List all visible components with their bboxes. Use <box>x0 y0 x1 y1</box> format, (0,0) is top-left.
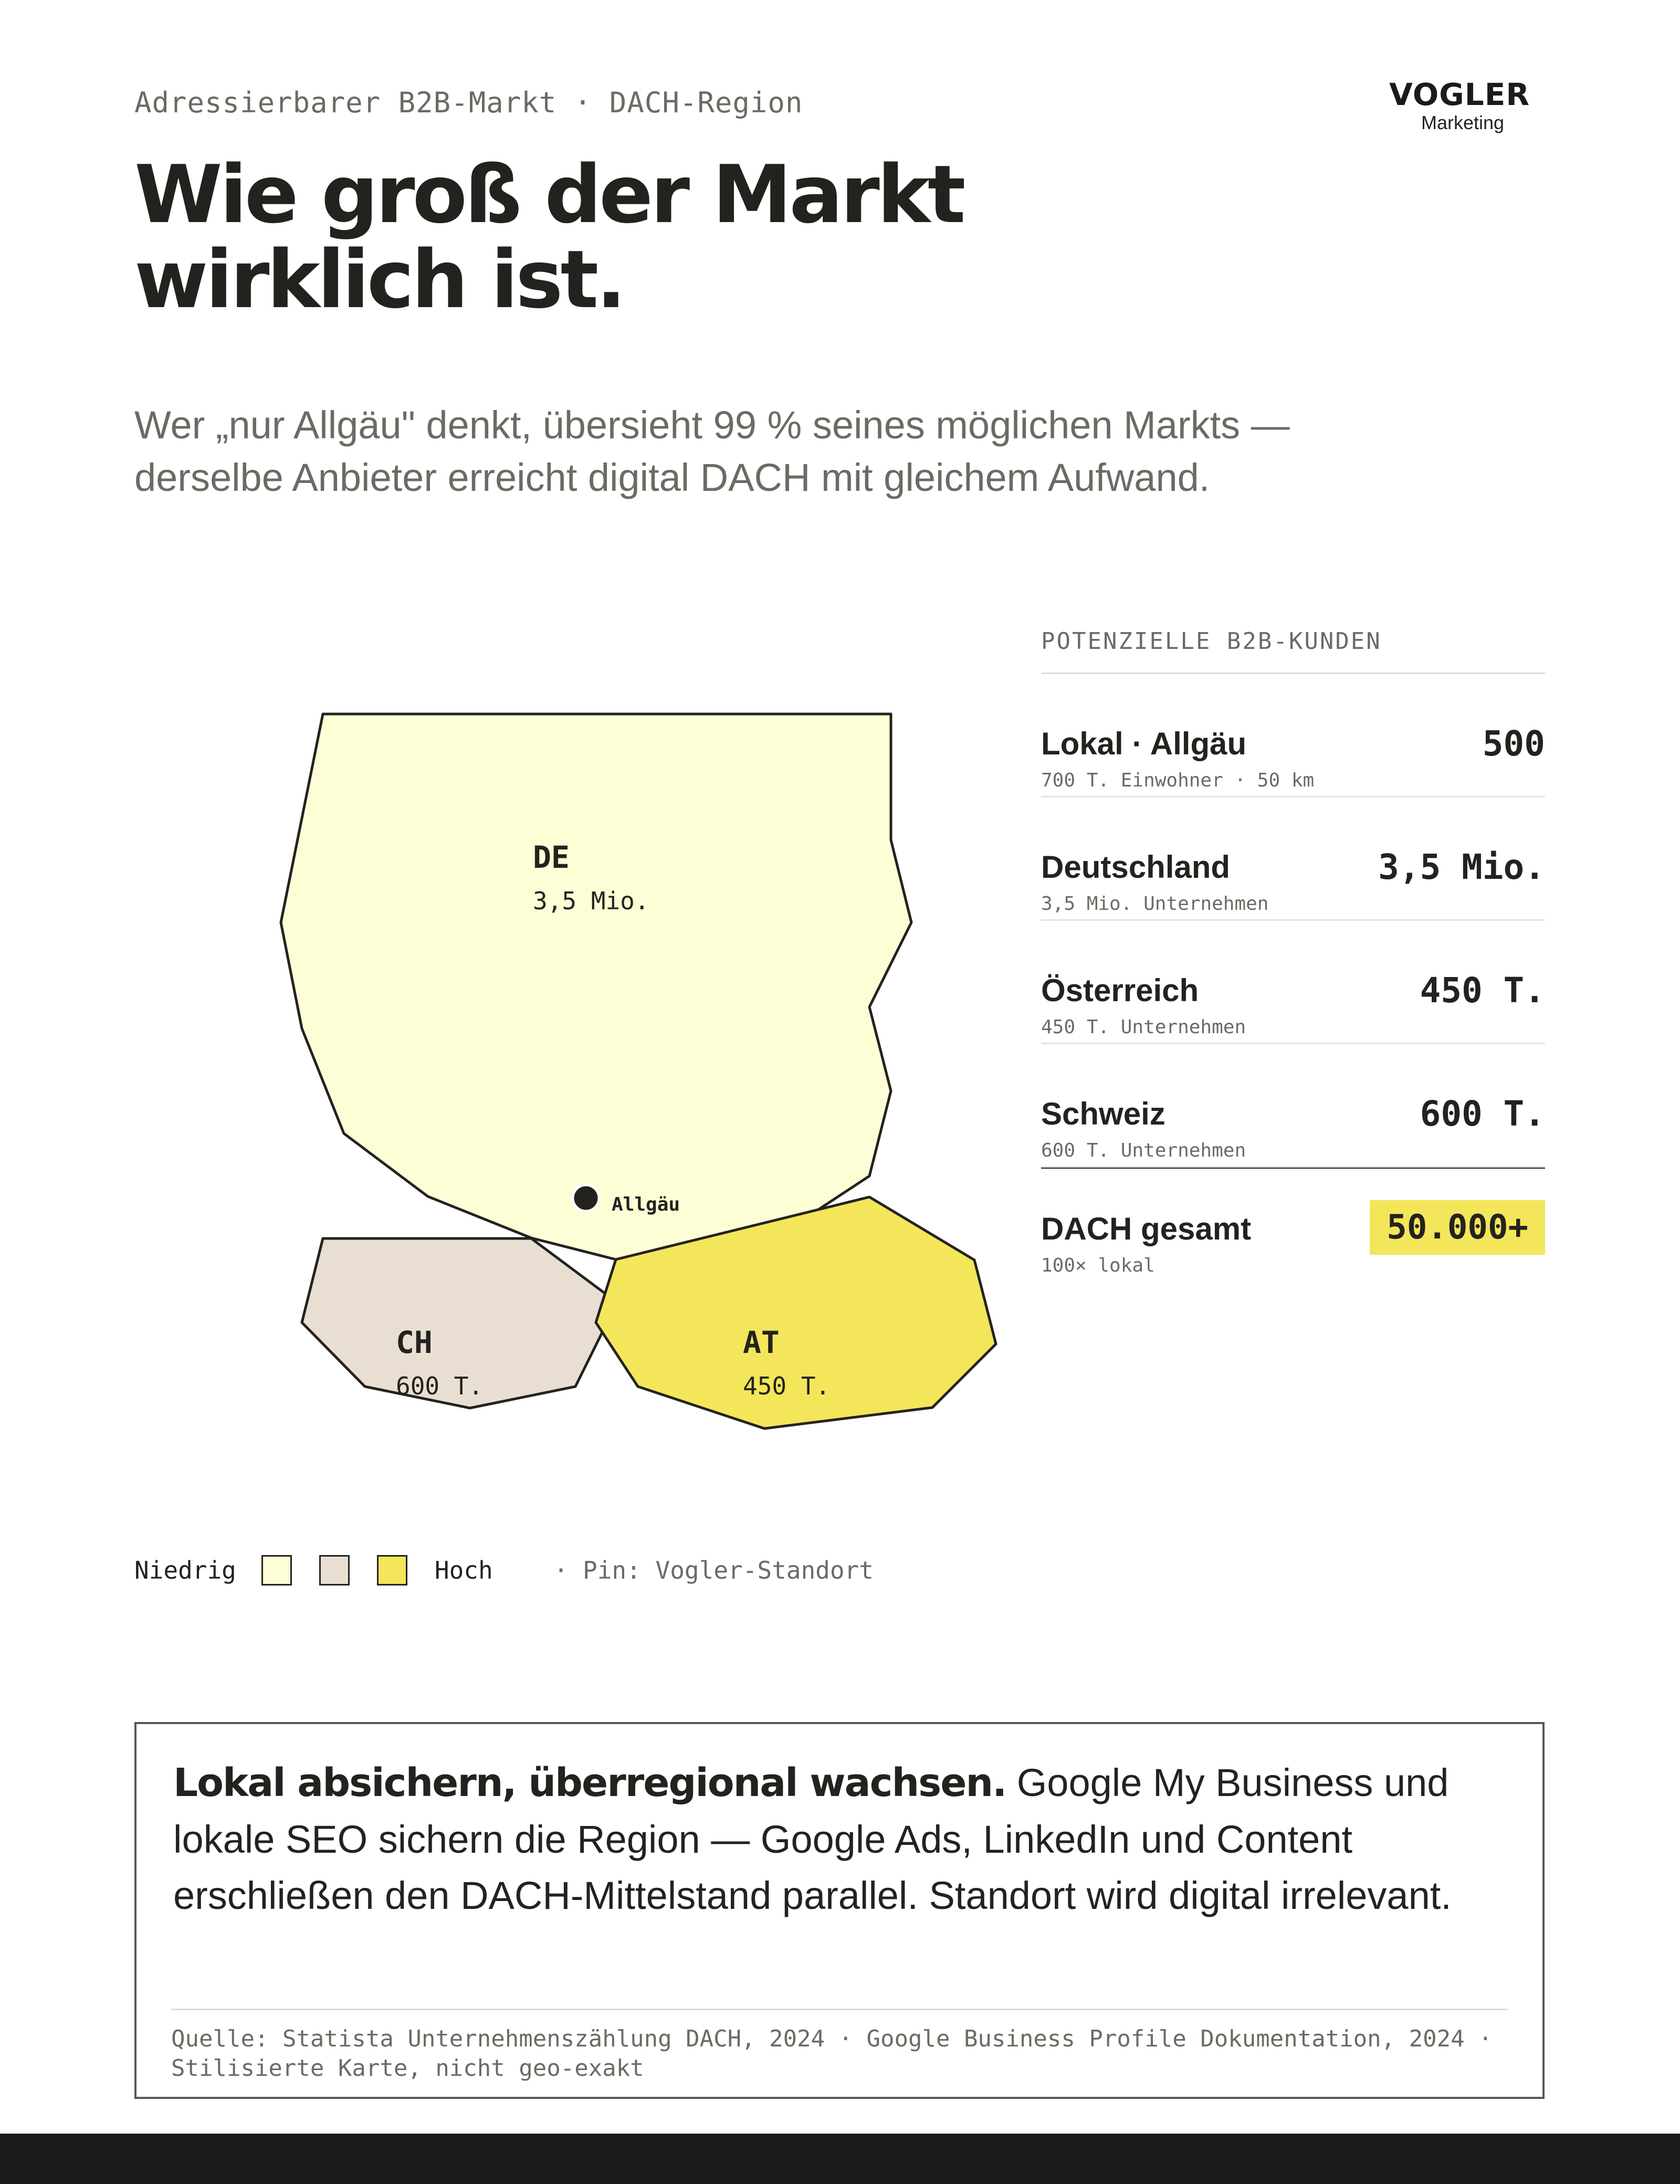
callout-body: Google My Business und lokale SEO sichern die Region — Google Ads, LinkedIn und Content erschließen den DACH-Mittelstand parallel. Standort wird digital irrelevant. <box>173 1761 1452 1917</box>
total-label: DACH gesamt <box>1041 1211 1252 1246</box>
region-value-de: 3,5 Mio. <box>533 887 649 915</box>
legend-swatch-high <box>377 1555 407 1586</box>
callout-divider <box>171 2009 1508 2010</box>
stat-label: Lokal · Allgäu <box>1041 726 1247 761</box>
stat-label: Österreich <box>1041 973 1199 1008</box>
callout-text <box>173 1755 1507 1924</box>
stat-row <box>1041 921 1545 1044</box>
callout-bold: Lokal absichern, überregional wachsen. <box>173 1760 1006 1805</box>
stat-row <box>1041 1044 1545 1168</box>
logo-sub: Marketing <box>1421 112 1505 133</box>
region-de <box>281 714 911 1259</box>
total-value: 50.000+ <box>1370 1200 1545 1255</box>
stat-row <box>1041 674 1545 797</box>
title-line-1: Wie groß der Markt <box>134 148 963 241</box>
stat-note: 600 T. Unternehmen <box>1041 1140 1246 1161</box>
stat-value: 600 T. <box>1420 1094 1545 1134</box>
stat-label: Deutschland <box>1041 849 1231 885</box>
logo-name: VOGLER <box>1389 77 1530 112</box>
stat-value: 450 T. <box>1420 970 1545 1011</box>
legend-swatch-low <box>261 1555 292 1586</box>
legend-low-label: Niedrig <box>134 1556 236 1584</box>
stats-heading: POTENZIELLE B2B-KUNDEN <box>1041 628 1545 674</box>
legend-swatch-mid <box>319 1555 350 1586</box>
vogler-logo <box>1376 78 1544 134</box>
legend-high-label: Hoch <box>434 1556 493 1584</box>
page-title <box>134 148 963 326</box>
stat-label: Schweiz <box>1041 1096 1166 1131</box>
eyebrow: Adressierbarer B2B-Markt · DACH-Region <box>134 86 803 119</box>
footer-bar <box>0 2134 1680 2184</box>
allgaeu-pin-icon <box>573 1185 599 1211</box>
stat-value: 3,5 Mio. <box>1378 847 1545 887</box>
region-value-ch: 600 T. <box>396 1372 484 1400</box>
stat-note: 700 T. Einwohner · 50 km <box>1041 770 1315 791</box>
region-label-ch: CH <box>396 1325 433 1360</box>
dach-map <box>0 578 1029 1491</box>
region-value-at: 450 T. <box>743 1372 831 1400</box>
allgaeu-pin-label: Allgäu <box>612 1194 680 1215</box>
title-line-2: wirklich ist. <box>134 233 624 326</box>
map-legend <box>134 1552 874 1589</box>
total-note: 100× lokal <box>1041 1255 1155 1276</box>
subtitle: Wer „nur Allgäu" denkt, übersieht 99 % seines möglichen Markts — derselbe Anbieter erreicht digital DACH mit gleichem Aufwand. <box>134 403 1290 499</box>
callout-box <box>134 1722 1545 2099</box>
stats-panel <box>1041 628 1545 1284</box>
region-label-at: AT <box>743 1325 780 1360</box>
region-label-de: DE <box>533 839 570 875</box>
legend-pin-note: · Pin: Vogler-Standort <box>553 1556 874 1584</box>
source-note: Quelle: Statista Unternehmenszählung DACH, 2024 · Google Business Profile Dokumentation, 2024 · Stilisierte Karte, nicht geo-exakt <box>171 2025 1493 2082</box>
stat-note: 450 T. Unternehmen <box>1041 1016 1246 1038</box>
stat-row <box>1041 797 1545 921</box>
total-row <box>1041 1169 1545 1284</box>
stat-note: 3,5 Mio. Unternehmen <box>1041 893 1269 915</box>
stat-value: 500 <box>1482 723 1545 764</box>
